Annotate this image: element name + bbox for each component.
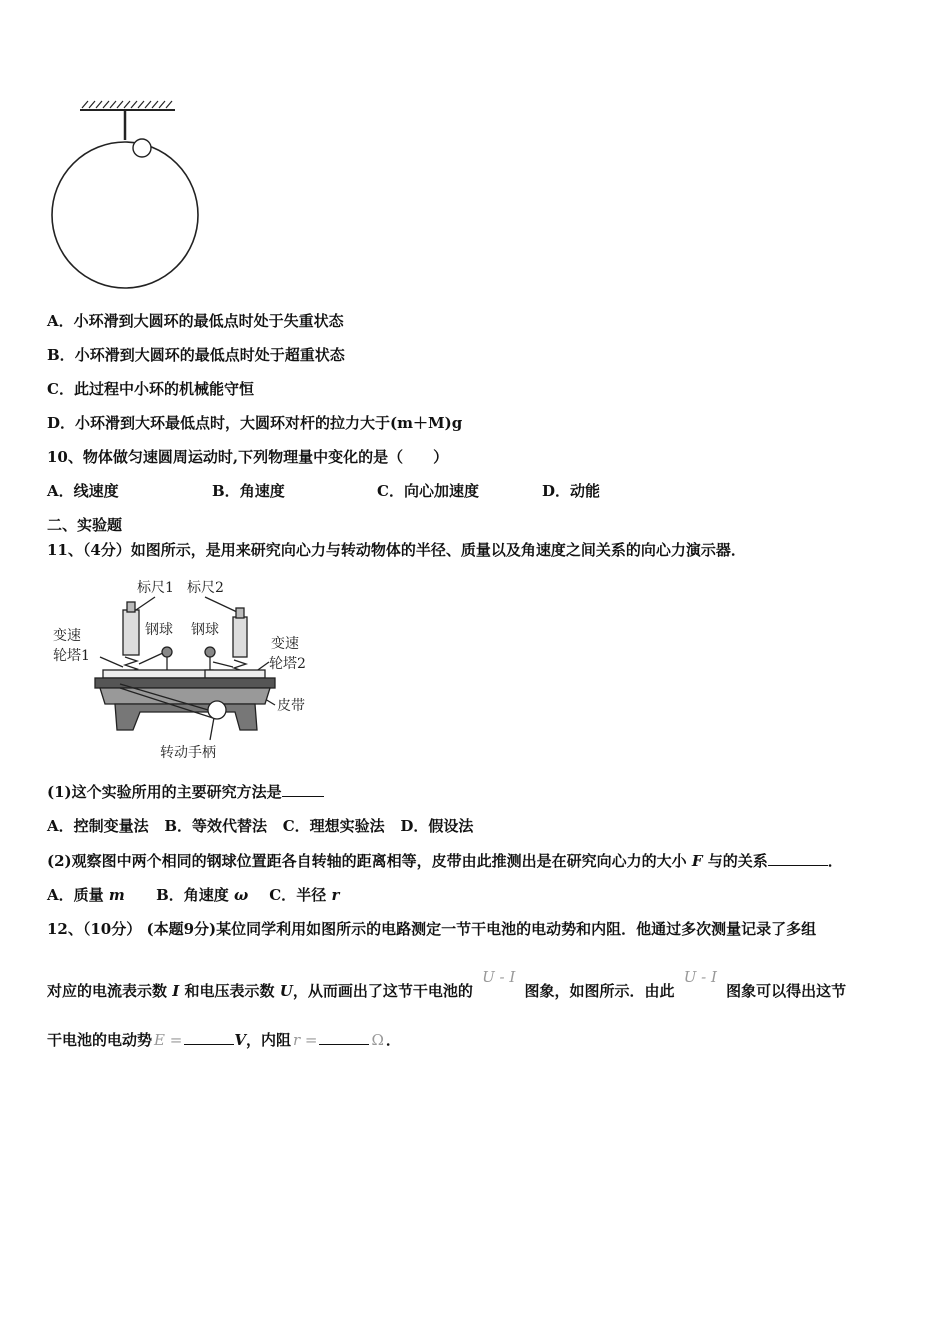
q11-stem: 11、（4分）如图所示，是用来研究向心力与转动物体的半径、质量以及角速度之间关系的向心力演示器．	[47, 541, 746, 559]
label-tower1-b: 轮塔1	[53, 648, 90, 664]
label-ruler1: 标尺1	[137, 580, 174, 596]
resistance-blank[interactable]	[319, 1030, 369, 1045]
emf-blank[interactable]	[184, 1030, 234, 1045]
ceiling-hatch	[80, 101, 175, 110]
label-ruler2: 标尺2	[187, 580, 224, 596]
q11-sub1-option-b: B．等效代替法	[164, 817, 268, 835]
emf-symbol: E =	[154, 1031, 183, 1049]
q10-stem: 10、物体做匀速圆周运动时,下列物理量中变化的是（ ）	[47, 448, 449, 466]
q9-option-d	[47, 413, 462, 433]
q11-sub2-options	[47, 885, 339, 905]
demonstrator-figure	[45, 572, 325, 767]
q11-sub1-text: (1)这个实验所用的主要研究方法是	[47, 783, 282, 801]
q10-option-a: A．线速度	[47, 482, 119, 500]
q10-options	[47, 481, 600, 501]
q11-sub1	[47, 782, 324, 802]
option-key: D．	[47, 414, 76, 432]
var-F: F	[691, 852, 703, 870]
q9-option-a	[47, 311, 344, 331]
option-text: 小环滑到大环最低点时，大圆环对杆的拉力大于(m＋M)g	[75, 414, 463, 432]
q11-sub2-tail: 与的关系	[707, 852, 768, 870]
answer-blank[interactable]	[768, 851, 828, 866]
q11-sub1-option-a: A．控制变量法	[47, 817, 149, 835]
q11-sub2: (2)观察图中两个相同的钢球位置距各自转轴的距离相等，皮带由此推测出是在研究向心力的大小 F 与的关系 ．	[47, 852, 843, 870]
option-text: 此过程中小环的机械能守恒	[73, 380, 254, 398]
small-ring	[133, 139, 151, 157]
q12-line3: 干电池的电动势 E = V，内阻 r = Ω ．	[47, 1031, 401, 1049]
large-ring	[52, 142, 198, 288]
label-ball-left: 钢球	[145, 622, 173, 638]
resistance-symbol: r =	[292, 1031, 318, 1049]
q12-line2: 对应的电流表示数 I 和电压表示数 U，从而画出了这节干电池的 U - I 图象，如图所示．由此 U - I 图象可以得出这节	[47, 968, 847, 1000]
q11-sub1-option-c: C．理想实验法	[282, 817, 385, 835]
q10-option-b: B．角速度	[212, 482, 285, 500]
section-title: 二、实验题	[47, 516, 123, 534]
ui-graph-symbol: U - I	[683, 968, 717, 986]
ui-graph-symbol: U - I	[482, 968, 516, 986]
q10-option-d: D．动能	[542, 482, 601, 500]
q11-sub2-option-c: C．半径 r	[269, 886, 340, 904]
label-handle: 转动手柄	[160, 745, 216, 761]
ring-figure	[40, 95, 210, 295]
q11-sub2-option-b: B．角速度 ω	[156, 886, 249, 904]
q9-option-c	[47, 379, 254, 399]
option-key: A．	[47, 312, 74, 330]
label-tower2-b: 轮塔2	[269, 656, 306, 672]
option-text: 小环滑到大圆环的最低点时处于失重状态	[73, 312, 344, 330]
q10-option-c: C．向心加速度	[377, 482, 479, 500]
label-tower1-a: 变速	[53, 628, 81, 644]
label-tower2-a: 变速	[271, 636, 299, 652]
label-ball-right: 钢球	[191, 622, 219, 638]
q11-sub2-text: (2)观察图中两个相同的钢球位置距各自转轴的距离相等，皮带由此推测出是在研究向心力的大小	[47, 852, 687, 870]
option-key: B．	[47, 346, 75, 364]
option-text: 小环滑到大圆环的最低点时处于超重状态	[74, 346, 345, 364]
q9-option-b	[47, 345, 345, 365]
q11-sub1-options	[47, 816, 473, 836]
option-key: C．	[47, 380, 74, 398]
q11-sub1-option-d: D．假设法	[400, 817, 474, 835]
q12-line1: 12、（10分） (本题9分)某位同学利用如图所示的电路测定一节干电池的电动势和内阻．他通过多次测量记录了多组	[47, 920, 817, 938]
label-belt: 皮带	[277, 698, 305, 714]
q11-sub2-option-a: A．质量 m	[47, 886, 125, 904]
answer-blank[interactable]	[282, 782, 324, 797]
